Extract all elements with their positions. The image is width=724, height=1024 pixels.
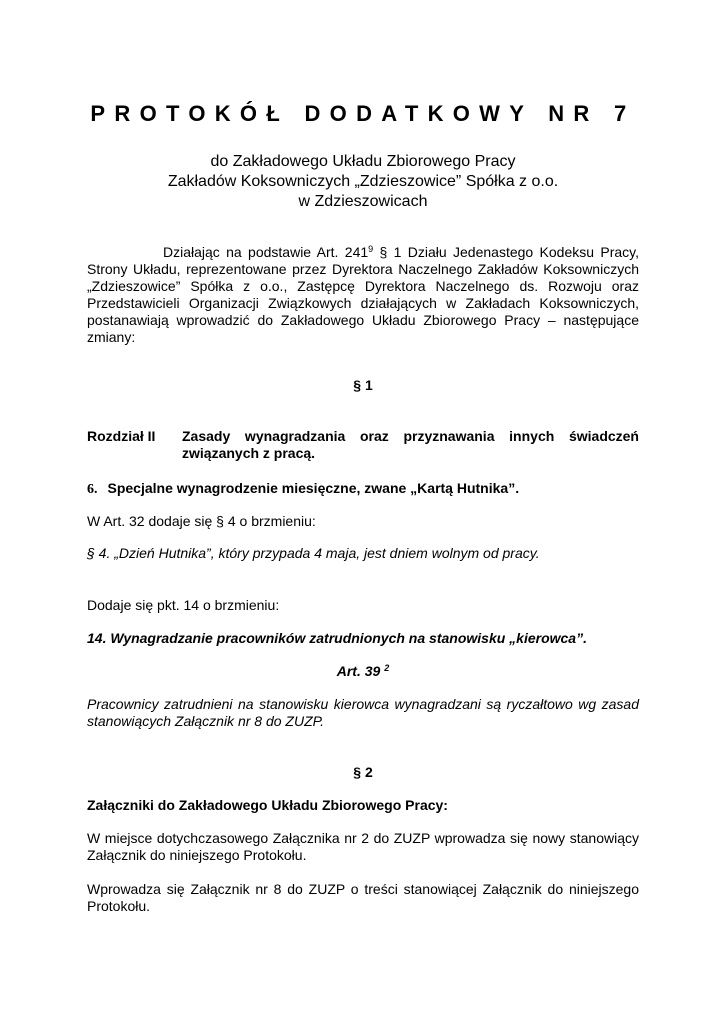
art32-intro: W Art. 32 dodaje się § 4 o brzmieniu:	[87, 513, 316, 529]
document-subtitle	[87, 152, 639, 212]
chapter-heading	[87, 428, 639, 462]
art39-heading	[87, 663, 639, 680]
art39-label: Art. 39	[336, 663, 381, 679]
art39-superscript: 2	[384, 663, 390, 673]
intro-paragraph	[87, 244, 639, 346]
art39-text: Pracownicy zatrudnieni na stanowisku kierowca wynagradzani są ryczałtowo wg zasad stanowiących Załącznik nr 8 do ZUZP.	[87, 696, 639, 729]
section-2-paragraph-1: W miejsce dotychczasowego Załącznika nr 2 do ZUZP wprowadza się nowy stanowiący Załącznik do niniejszego Protokołu.	[87, 830, 639, 863]
intro-superscript: 9	[368, 244, 374, 254]
section-2-heading: Załączniki do Zakładowego Układu Zbiorowego Pracy:	[87, 797, 448, 813]
document-page	[87, 0, 639, 1024]
pkt14-title: 14. Wynagradzanie pracowników zatrudnionych na stanowisku „kierowca”.	[87, 630, 587, 646]
intro-text-part2: § 1 Działu Jedenastego Kodeksu Pracy, Strony Układu, reprezentowane przez Dyrektora Naczelnego Zakładów Koksowniczych „Zdzieszowice” Spółka z o.o., Zastępcę Dyrektora Naczelnego ds. Rozwoju oraz Przedstawicieli Organizacji Związkowych działających w Zakładach Koksowniczych, postanawiają wprowadzić do Zakładowego Układu Zbiorowego Pracy – następujące zmiany:	[87, 244, 639, 345]
document-title: PROTOKÓŁ DODATKOWY NR 7	[90, 101, 636, 126]
section-2-paragraph-2: Wprowadza się Załącznik nr 8 do ZUZP o treści stanowiącej Załącznik do niniejszego Protokołu.	[87, 881, 639, 914]
point-number: 6.	[87, 482, 98, 497]
pkt14-intro: Dodaje się pkt. 14 o brzmieniu:	[87, 597, 280, 613]
chapter-number: Rozdział II	[87, 428, 156, 444]
point-heading	[87, 480, 639, 498]
subtitle-line: do Zakładowego Układu Zbiorowego Pracy	[210, 153, 516, 170]
section-1-mark: § 1	[353, 377, 373, 393]
point-title: Specjalne wynagrodzenie miesięczne, zwane „Kartą Hutnika”.	[107, 480, 520, 496]
subtitle-line: Zakładów Koksowniczych „Zdzieszowice” Spółka z o.o.	[167, 173, 559, 190]
section-2-mark: § 2	[353, 764, 373, 780]
art32-text: § 4. „Dzień Hutnika”, który przypada 4 maja, jest dniem wolnym od pracy.	[87, 545, 540, 561]
chapter-title: Zasady wynagradzania oraz przyznawania innych świadczeń związanych z pracą.	[182, 428, 639, 461]
subtitle-line: w Zdzieszowicach	[298, 193, 428, 210]
intro-text-part1: Działając na podstawie Art. 241	[163, 244, 369, 260]
